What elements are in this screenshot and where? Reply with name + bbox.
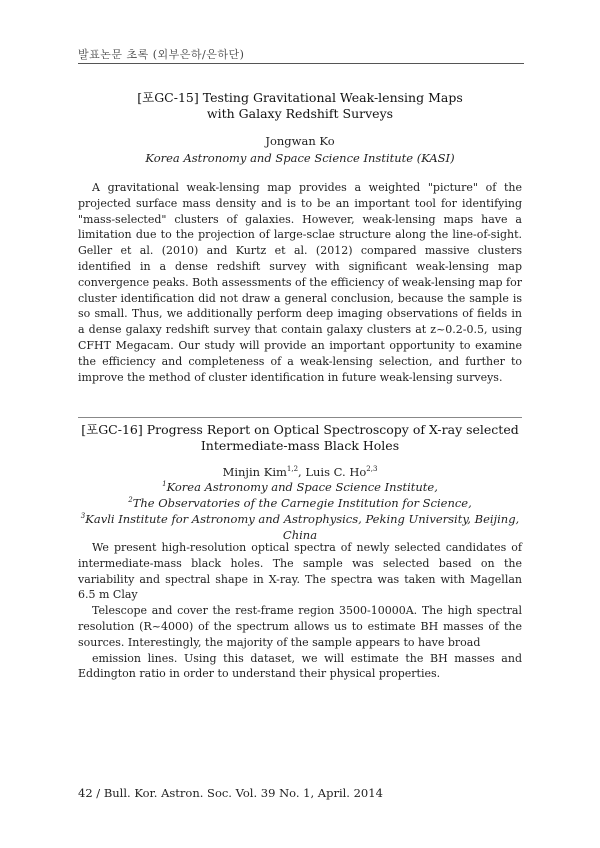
abstract-1-paragraph: A gravitational weak-lensing map provides a weighted "picture" of the projected surface mass density and is to be an important tool for identifying "mass-selected" clusters of galaxies. However, weak-lensing maps have a limitation due to the projection of large-sclae structure along the line-of-sight. Geller et al. (2010) and Kurtz et al. (2012) compared massive clusters identified in a dense redshift survey with significant weak-lensing map convergence peaks. Both assessments of the efficiency of weak-lensing map for cluster identification did not draw a general conclusion, because the sample is so small. Thus, we additionally perform deep imaging observations of fields in a dense galaxy redshift survey that contain galaxy clusters at z~0.2-0.5, using CFHT Megacam. Our study will provide an important opportunity to examine the efficiency and completeness of a weak-lensing selection, and further to improve the method of cluster identification in future weak-lensing surveys. — [78, 181, 522, 384]
author-separator: , — [298, 465, 306, 479]
abstract-2-paragraph-3: emission lines. Using this dataset, we will estimate the BH masses and Eddington ratio in order to understand their physical properties. — [78, 651, 522, 681]
author-name: Minjin Kim — [222, 465, 287, 479]
affiliation-superscript: 2 — [128, 496, 133, 505]
author-name: Luis C. Ho — [305, 465, 367, 479]
abstract-1-title-line1: [포GC-15] Testing Gravitational Weak-lensing Maps — [137, 90, 463, 105]
affiliation-line — [78, 511, 522, 543]
affiliation-text: The Observatories of the Carnegie Institution for Science, — [132, 496, 472, 510]
abstract-2-paragraph-2: Telescope and cover the rest-frame region 3500-10000A. The high spectral resolution (R~4000) of the spectrum allows us to estimate BH masses of the sources. Interestingly, the majority of the sample appears to have broad — [78, 604, 522, 649]
author-superscript: 1,2 — [286, 465, 299, 474]
abstract-2-affiliations — [78, 479, 522, 543]
page-footer: 42 / Bull. Kor. Astron. Soc. Vol. 39 No. 1, April. 2014 — [78, 786, 383, 800]
abstract-2-title-line1: [포GC-16] Progress Report on Optical Spectroscopy of X-ray selected — [81, 422, 519, 437]
abstract-1-title — [78, 90, 522, 122]
abstract-2-title — [78, 422, 522, 454]
abstract-2-paragraph-1: We present high-resolution optical spectra of newly selected candidates of intermediate-mass black holes. The sample was selected based on the variability and spectral shape in X-ray. The spectra was taken with Magellan 6.5 m Clay — [78, 541, 522, 602]
affiliation-line — [78, 479, 522, 495]
affiliation-line — [78, 495, 522, 511]
abstract-1-title-line2: with Galaxy Redshift Surveys — [206, 106, 394, 121]
abstract-1-body — [78, 180, 522, 385]
affiliation-text: Korea Astronomy and Space Science Institute, — [166, 480, 438, 494]
affiliation-superscript: 3 — [80, 512, 86, 521]
abstract-1-affiliation: Korea Astronomy and Space Science Institute (KASI) — [145, 151, 455, 165]
abstract-2-title-line2: Intermediate-mass Black Holes — [200, 438, 400, 453]
affiliation-superscript: 1 — [162, 480, 167, 489]
running-header: 발표논문 초록 (외부은하/은하단) — [78, 48, 245, 61]
author-superscript: 2,3 — [366, 465, 378, 474]
affiliation-text: Kavli Institute for Astronomy and Astrophysics, Peking University, Beijing, China — [85, 512, 520, 542]
header-rule — [78, 63, 524, 64]
section-separator — [78, 417, 522, 418]
abstract-1-author: Jongwan Ko — [265, 134, 335, 148]
abstract-2-authors — [78, 465, 522, 480]
abstract-2-body — [78, 540, 522, 682]
